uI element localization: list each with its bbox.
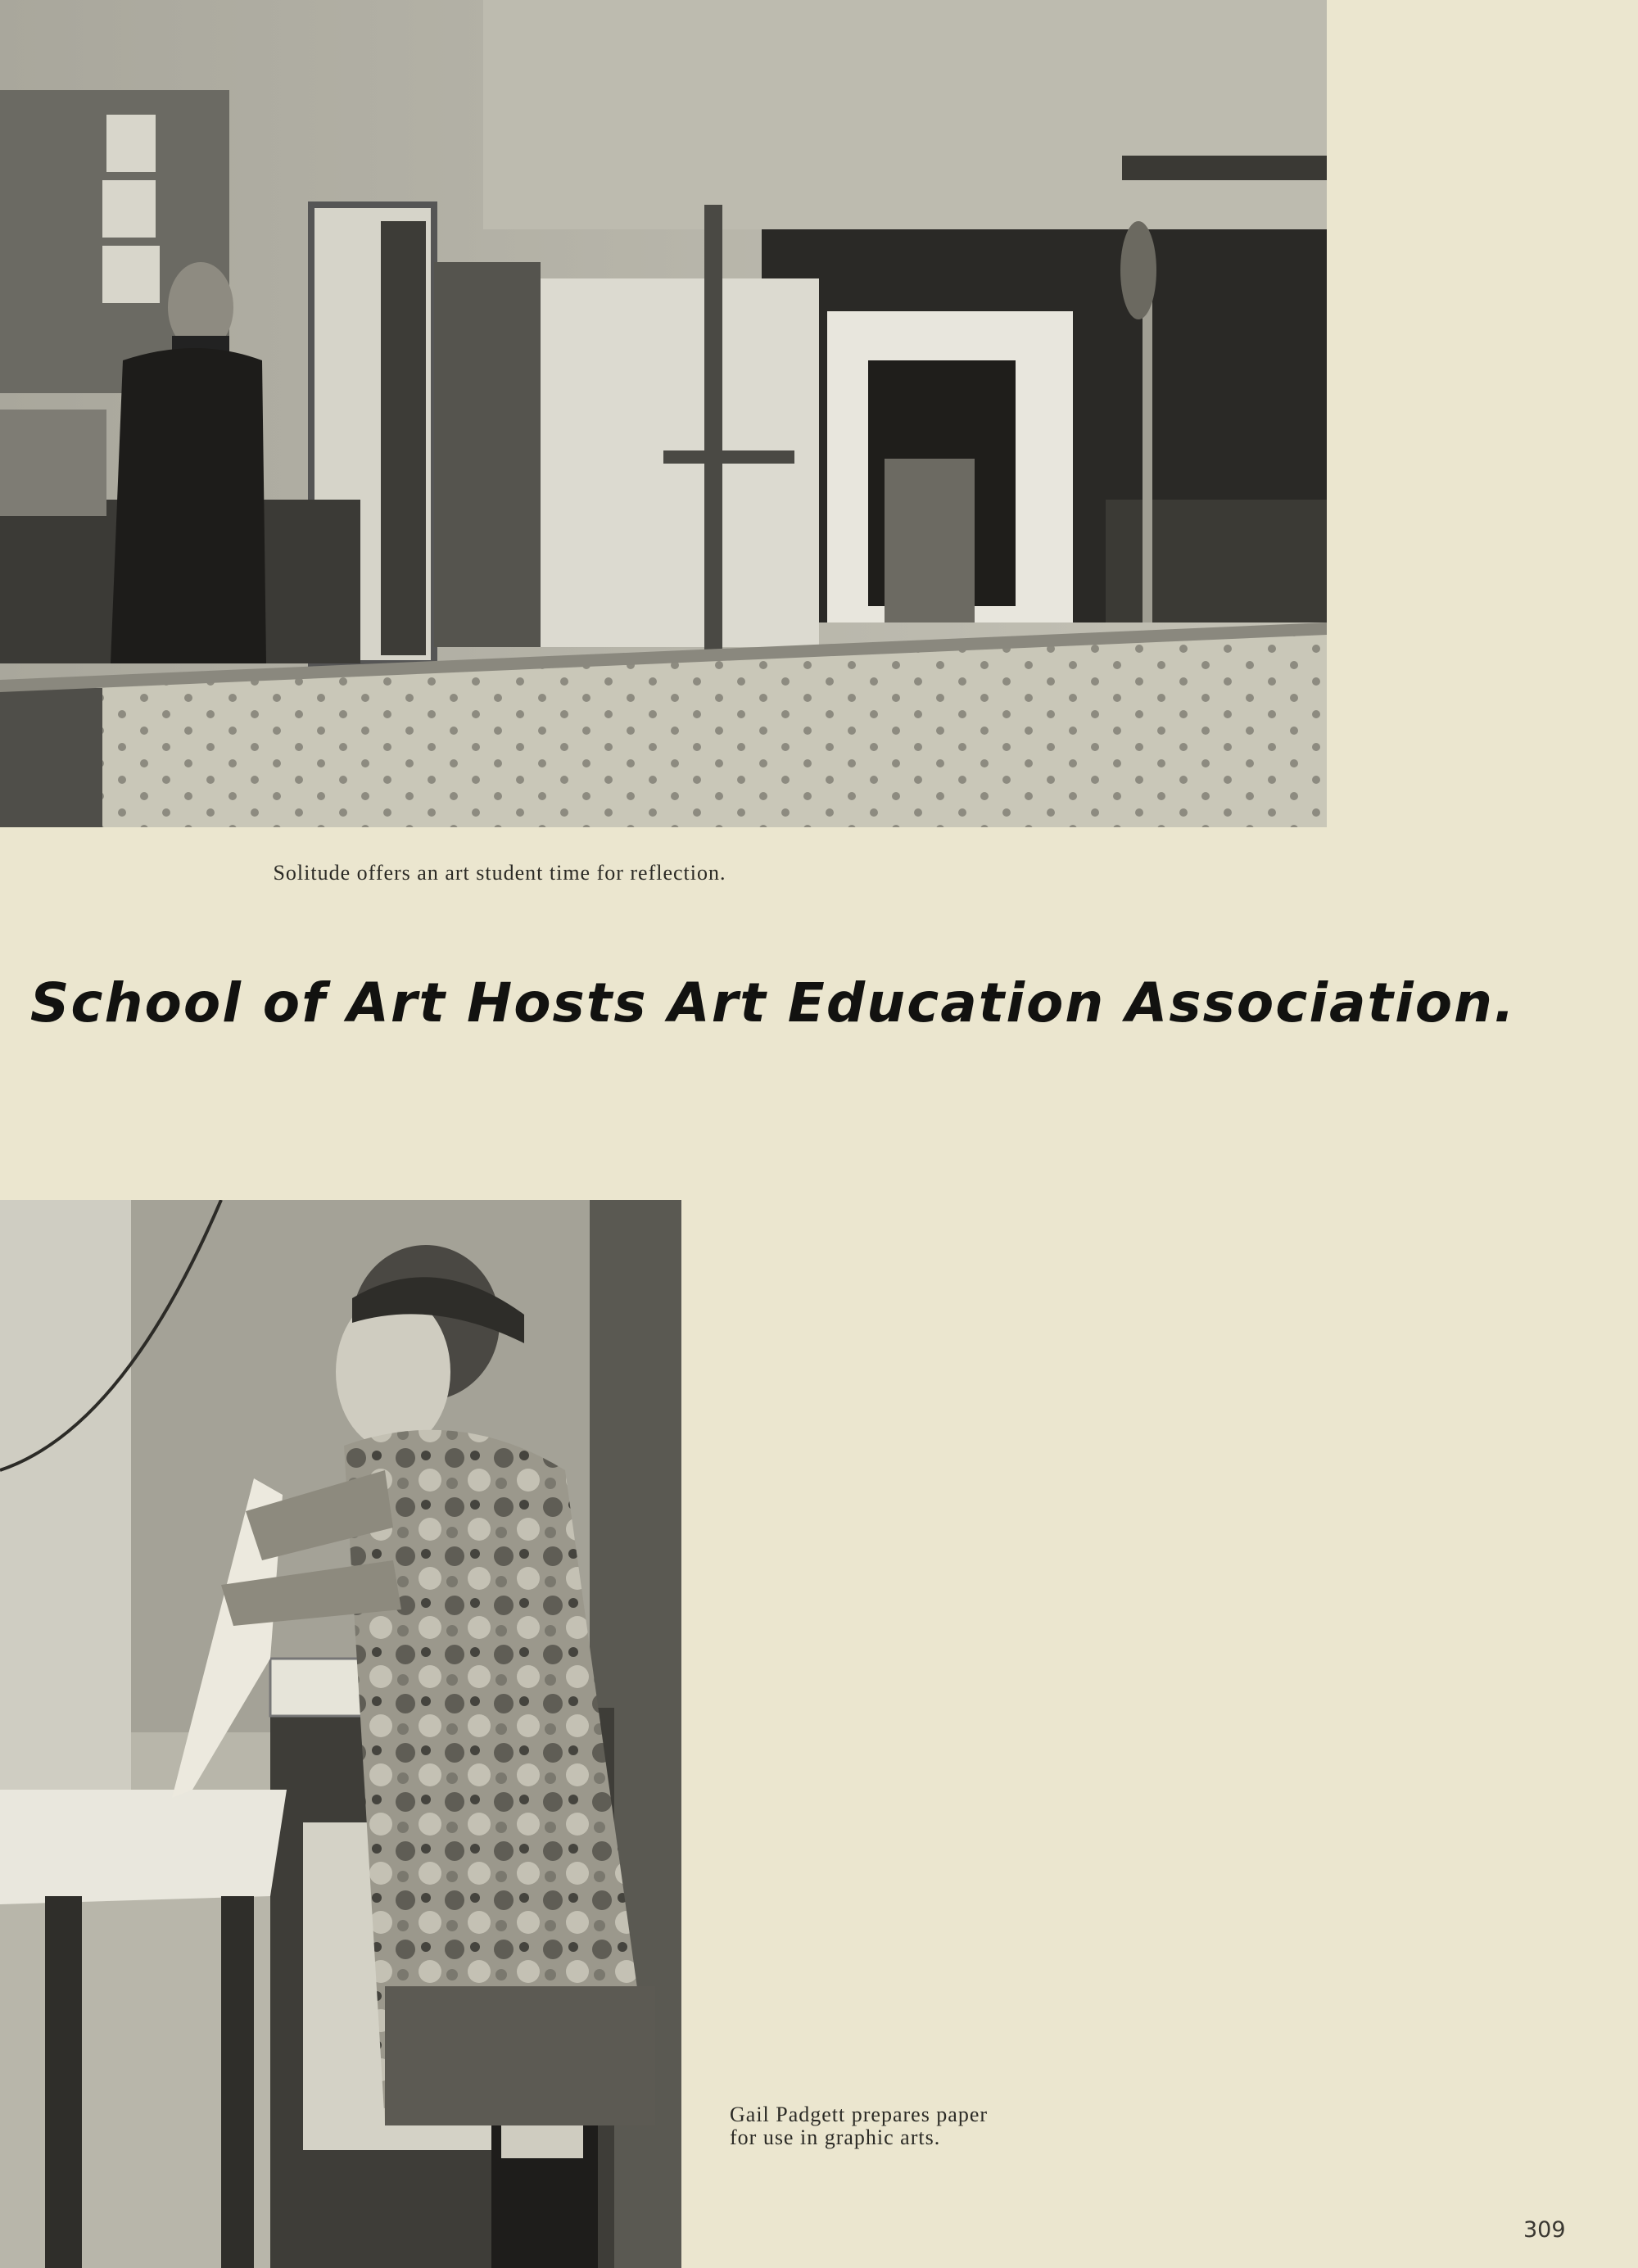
- caption-line: Gail Padgett prepares paper: [730, 2103, 989, 2126]
- bottom-photo-caption: [730, 2103, 1025, 2149]
- student-preparing-paper-photo: [0, 1200, 681, 2268]
- caption-line: for use in graphic arts.: [730, 2125, 941, 2149]
- page-headline: School of Art Hosts Art Education Association.: [29, 971, 1517, 1034]
- page-number: 309: [1523, 2217, 1566, 2243]
- art-studio-photo: [0, 0, 1327, 827]
- top-photo-caption: Solitude offers an art student time for reflection.: [273, 861, 726, 885]
